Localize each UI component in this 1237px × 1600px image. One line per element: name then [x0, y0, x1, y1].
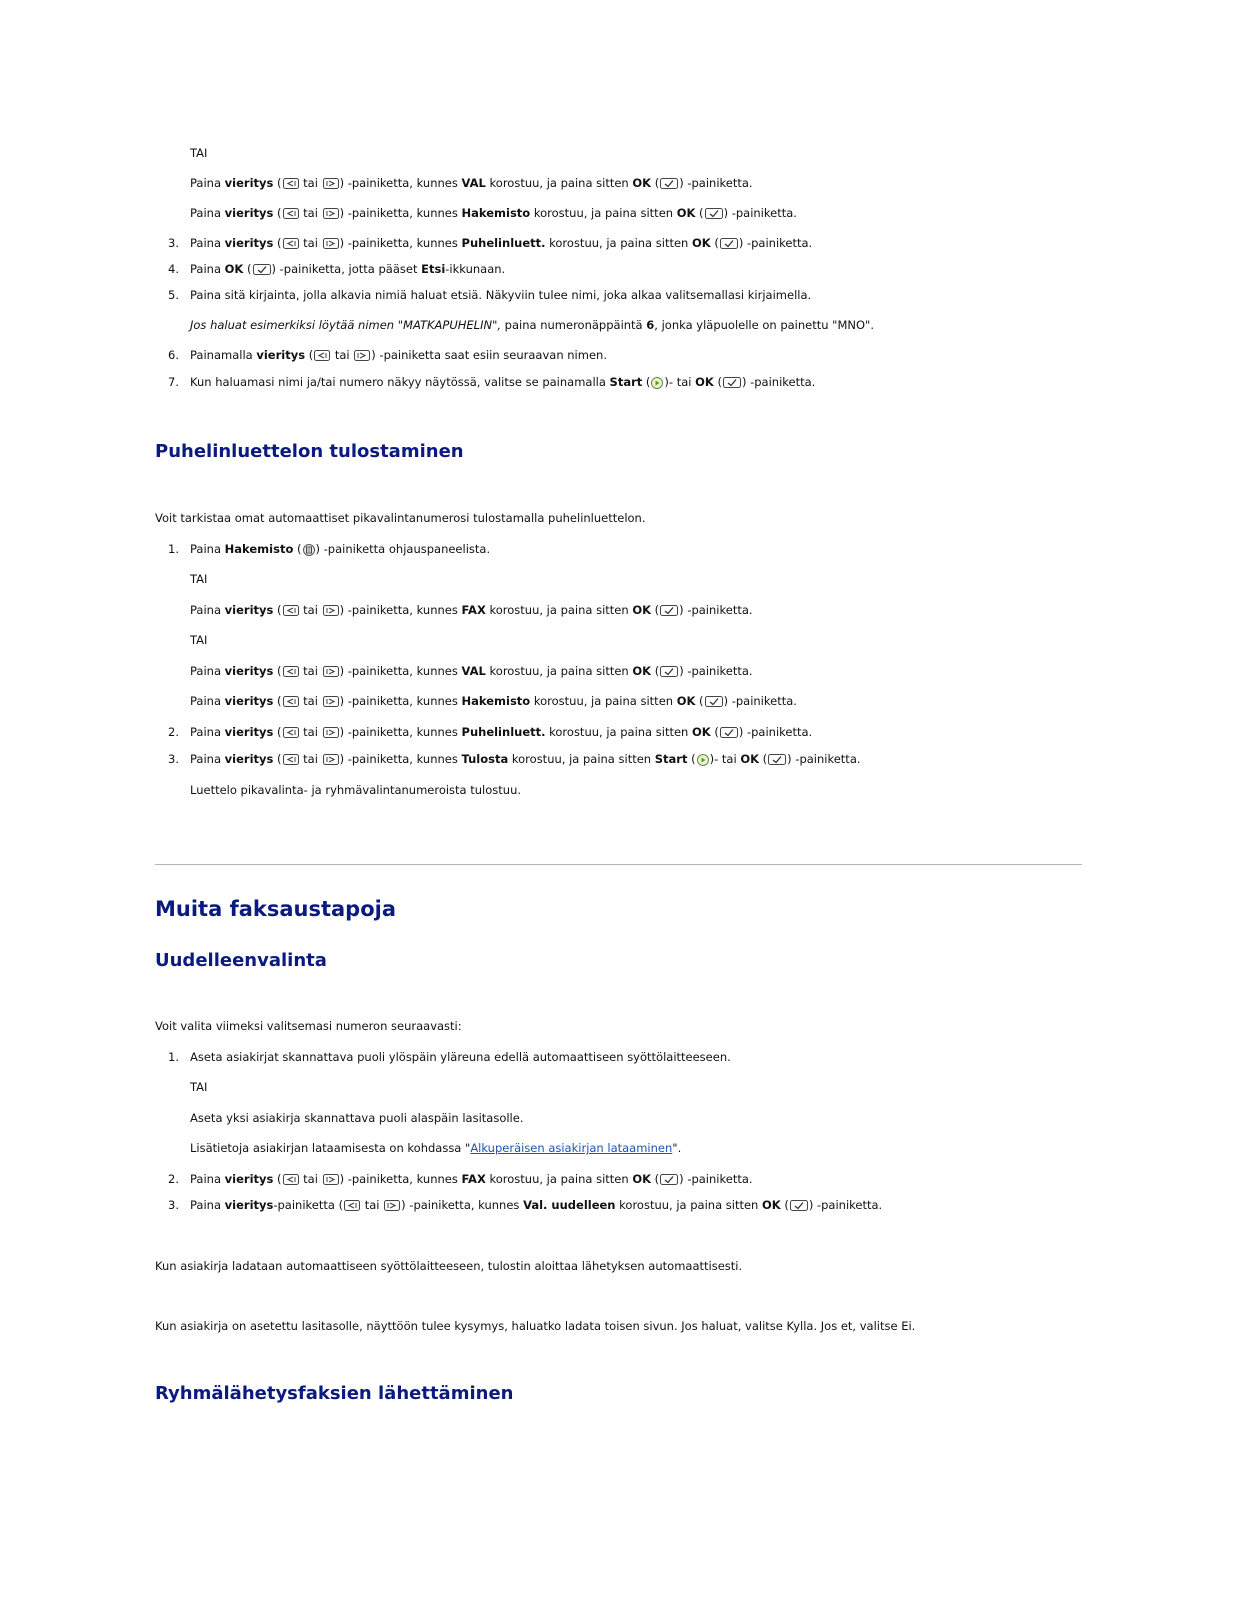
ok-check-icon [660, 1174, 678, 1185]
scroll-right-icon [323, 754, 339, 765]
scroll-left-icon [283, 727, 299, 738]
ok-check-icon [705, 208, 723, 219]
page-heading: Muita faksaustapoja [155, 897, 396, 921]
ok-check-icon [705, 696, 723, 707]
scroll-right-icon [323, 727, 339, 738]
scroll-right-icon [384, 1200, 400, 1211]
note-text: Kun asiakirja ladataan automaattiseen syöttölaitteeseen, tulostin aloittaa lähetyksen automaattisesti. [155, 1259, 743, 1273]
ok-check-icon [768, 754, 786, 765]
list-item: 7. Kun haluamasi nimi ja/tai numero näkyy näytössä, valitse se painamalla Start ( )- tai OK ( ) -painiketta. [168, 375, 816, 389]
list-item: 2. Paina vieritys ( tai ) -painiketta, kunnes FAX korostuu, ja paina sitten OK ( ) -painiketta. [168, 1172, 753, 1186]
scroll-left-icon [283, 1174, 299, 1185]
result-text: Luettelo pikavalinta- ja ryhmävalintanumeroista tulostuu. [190, 783, 522, 797]
list-item: 2. Paina vieritys ( tai ) -painiketta, kunnes Puhelinluett. korostuu, ja paina sitten OK ( ) -painiketta. [168, 725, 813, 739]
example-text: Jos haluat esimerkiksi löytää nimen "MATKAPUHELIN", paina numeronäppäintä 6, jonka yläpuolelle on painettu "MNO". [190, 318, 874, 332]
instruction-val: Paina vieritys ( tai ) -painiketta, kunnes VAL korostuu, ja paina sitten OK ( ) -painiketta. [190, 664, 753, 678]
scroll-right-icon [323, 696, 339, 707]
scroll-right-icon [323, 178, 339, 189]
ok-check-icon [660, 605, 678, 616]
scroll-left-icon [283, 208, 299, 219]
or-text: TAI [190, 572, 208, 586]
ok-check-icon [723, 377, 741, 388]
note-text: Kun asiakirja on asetettu lasitasolle, näyttöön tulee kysymys, haluatko ladata toisen sivun. Jos haluat, valitse Kylla. Jos et, valitse Ei. [155, 1319, 916, 1333]
scroll-right-icon [354, 350, 370, 361]
list-item: 4. Paina OK ( ) -painiketta, jotta pääset Etsi-ikkunaan. [168, 262, 506, 276]
list-item: 6. Painamalla vieritys ( tai ) -painiketta saat esiin seuraavan nimen. [168, 348, 607, 362]
instruction-hakemisto: Paina vieritys ( tai ) -painiketta, kunnes Hakemisto korostuu, ja paina sitten OK ( ) -painiketta. [190, 694, 797, 708]
list-item: 3. Paina vieritys-painiketta ( tai ) -painiketta, kunnes Val. uudelleen korostuu, ja paina sitten OK ( ) -painiketta. [168, 1198, 883, 1212]
list-item: 3. Paina vieritys ( tai ) -painiketta, kunnes Puhelinluett. korostuu, ja paina sitten OK ( ) -painiketta. [168, 236, 813, 250]
ok-check-icon [660, 178, 678, 189]
scroll-right-icon [323, 666, 339, 677]
intro-text: Voit valita viimeksi valitsemasi numeron seuraavasti: [155, 1019, 462, 1033]
scroll-left-icon [314, 350, 330, 361]
or-text: TAI [190, 1080, 208, 1094]
or-text: TAI [190, 146, 208, 160]
ok-check-icon [790, 1200, 808, 1211]
divider [155, 864, 1082, 865]
scroll-left-icon [344, 1200, 360, 1211]
list-item: 5. Paina sitä kirjainta, jolla alkavia nimiä haluat etsiä. Näkyviin tulee nimi, joka alkaa valitsemallasi kirjaimella. [168, 288, 812, 302]
scroll-left-icon [283, 666, 299, 677]
scroll-left-icon [283, 178, 299, 189]
start-icon [651, 377, 663, 388]
scroll-left-icon [283, 696, 299, 707]
list-item: 1. Paina Hakemisto ( ) -painiketta ohjauspaneelista. [168, 542, 491, 556]
ok-check-icon [253, 264, 271, 275]
info-text: Lisätietoja asiakirjan lataamisesta on kohdassa "Alkuperäisen asiakirjan lataaminen". [190, 1141, 682, 1155]
instruction-fax: Paina vieritys ( tai ) -painiketta, kunnes FAX korostuu, ja paina sitten OK ( ) -painiketta. [190, 603, 753, 617]
list-item: 1. Aseta asiakirjat skannattava puoli ylöspäin yläreuna edellä automaattiseen syöttölaitteeseen. [168, 1050, 731, 1064]
address-book-icon [303, 544, 315, 555]
scroll-left-icon [283, 238, 299, 249]
scroll-right-icon [323, 208, 339, 219]
ok-check-icon [720, 238, 738, 249]
ok-check-icon [660, 666, 678, 677]
instruction-val: Paina vieritys ( tai ) -painiketta, kunnes VAL korostuu, ja paina sitten OK ( ) -painiketta. [190, 176, 753, 190]
alt-instruction: Aseta yksi asiakirja skannattava puoli alaspäin lasitasolle. [190, 1111, 524, 1125]
scroll-left-icon [283, 605, 299, 616]
section-heading: Uudelleenvalinta [155, 950, 327, 971]
intro-text: Voit tarkistaa omat automaattiset pikavalintanumerosi tulostamalla puhelinluettelon. [155, 511, 646, 525]
ok-check-icon [720, 727, 738, 738]
section-heading: Ryhmälähetysfaksien lähettäminen [155, 1383, 514, 1404]
list-item: 3. Paina vieritys ( tai ) -painiketta, kunnes Tulosta korostuu, ja paina sitten Start ( )- tai OK ( ) -painiketta. [168, 752, 861, 766]
loading-document-link[interactable]: Alkuperäisen asiakirjan lataaminen [470, 1141, 673, 1155]
or-text: TAI [190, 633, 208, 647]
scroll-right-icon [323, 605, 339, 616]
section-heading: Puhelinluettelon tulostaminen [155, 441, 464, 462]
instruction-hakemisto: Paina vieritys ( tai ) -painiketta, kunnes Hakemisto korostuu, ja paina sitten OK ( ) -painiketta. [190, 206, 797, 220]
scroll-left-icon [283, 754, 299, 765]
start-icon [697, 754, 709, 765]
scroll-right-icon [323, 238, 339, 249]
scroll-right-icon [323, 1174, 339, 1185]
